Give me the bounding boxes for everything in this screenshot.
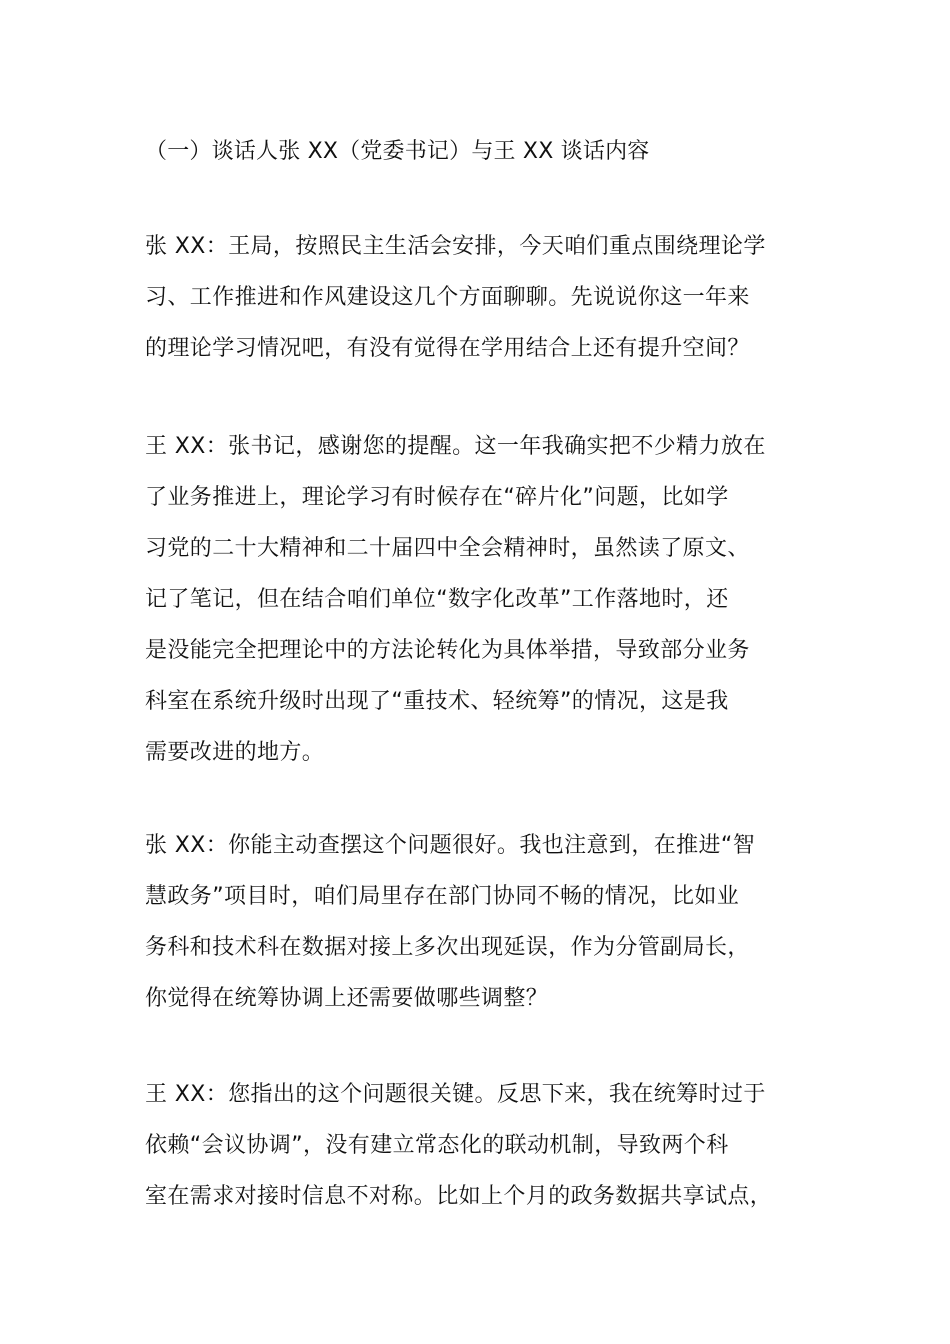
text-line: 习、工作推进和作风建设这几个方面聊聊。先说说你这一年来 — [145, 285, 750, 310]
text-line: 了业务推进上，理论学习有时候存在“碎片化”问题，比如学 — [145, 485, 729, 510]
text-line: 慧政务”项目时，咱们局里存在部门协同不畅的情况，比如业 — [145, 884, 740, 909]
dialogue-paragraph-3 — [145, 829, 825, 1033]
section-heading: （一）谈话人张 XX（党委书记）与王 XX 谈话内容 — [145, 139, 650, 164]
text-line: 需要改进的地方。 — [145, 740, 325, 765]
text-line: 记了笔记，但在结合咱们单位“数字化改革”工作落地时，还 — [145, 587, 729, 612]
text-line: 的理论学习情况吧，有没有觉得在学用结合上还有提升空间？ — [145, 336, 750, 361]
dialogue-paragraph-4 — [145, 1078, 825, 1231]
text-line: 王 XX：张书记，感谢您的提醒。这一年我确实把不少精力放在 — [145, 434, 766, 459]
dialogue-paragraph-2 — [145, 430, 825, 787]
text-line: 张 XX：王局，按照民主生活会安排，今天咱们重点围绕理论学 — [145, 234, 766, 259]
text-line: 你觉得在统筹协调上还需要做哪些调整？ — [145, 986, 549, 1011]
dialogue-paragraph-1 — [145, 230, 825, 383]
text-line: 科室在系统升级时出现了“重技术、轻统筹”的情况，这是我 — [145, 689, 729, 714]
text-line: 务科和技术科在数据对接上多次出现延误，作为分管副局长， — [145, 935, 750, 960]
text-line: 王 XX：您指出的这个问题很关键。反思下来，我在统筹时过于 — [145, 1082, 766, 1107]
text-line: 张 XX：你能主动查摆这个问题很好。我也注意到，在推进“智 — [145, 833, 756, 858]
text-line: 是没能完全把理论中的方法论转化为具体举措，导致部分业务 — [145, 638, 750, 663]
text-line: 室在需求对接时信息不对称。比如上个月的政务数据共享试点， — [145, 1184, 773, 1209]
text-line: 依赖“会议协调”，没有建立常态化的联动机制，导致两个科 — [145, 1133, 729, 1158]
text-line: 习党的二十大精神和二十届四中全会精神时，虽然读了原文、 — [145, 536, 750, 561]
